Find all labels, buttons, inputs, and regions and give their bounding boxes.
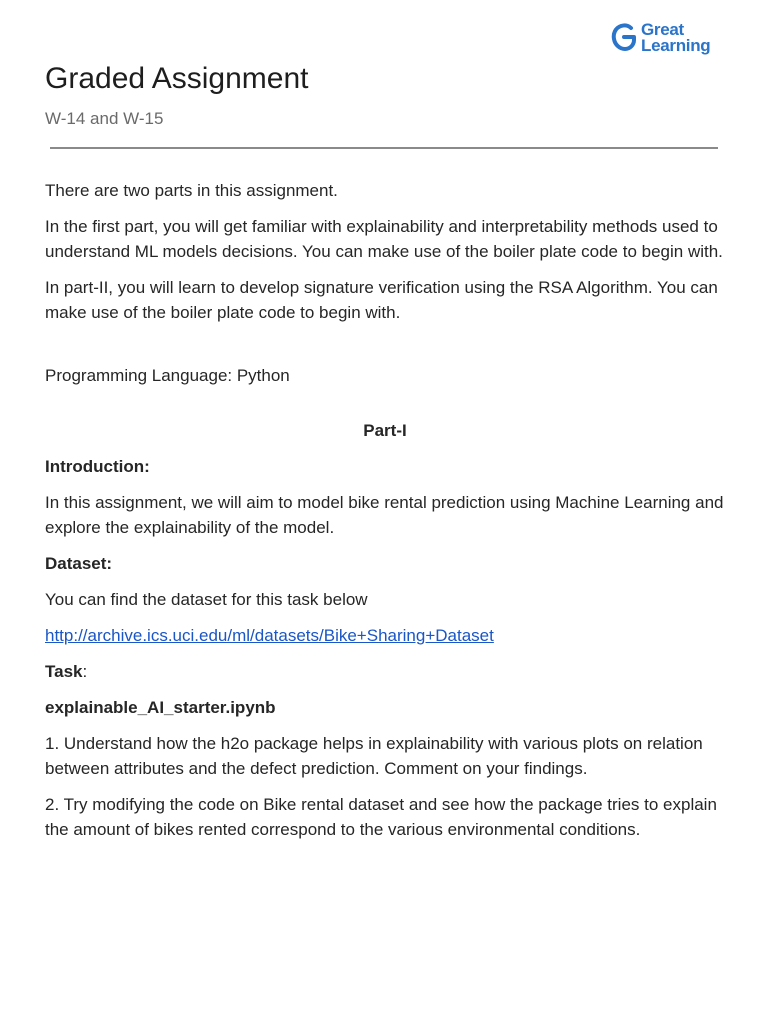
dataset-link-line bbox=[45, 623, 725, 648]
task-step-1: 1. Understand how the h2o package helps in explainability with various plots on relation between attributes and the defect prediction. Comment on your findings. bbox=[45, 734, 703, 778]
dataset-link[interactable]: http://archive.ics.uci.edu/ml/datasets/Bike+Sharing+Dataset bbox=[45, 626, 494, 645]
introduction-text: In this assignment, we will aim to model bike rental prediction using Machine Learning and explore the explainability of the model. bbox=[45, 493, 724, 537]
brand-logo bbox=[611, 20, 723, 56]
task-colon: : bbox=[82, 662, 88, 681]
paragraph-part-one-summary: In the first part, you will get familiar with explainability and interpretability methods used to understand ML models decisions. You can make use of the boiler plate code to begin with. bbox=[45, 217, 723, 261]
brand-line-2: Learning bbox=[641, 36, 711, 55]
dataset-text: You can find the dataset for this task below bbox=[45, 590, 368, 609]
task-heading: Task bbox=[45, 662, 83, 681]
page-subtitle: W-14 and W-15 bbox=[45, 109, 164, 128]
brand-wordmark bbox=[641, 22, 710, 54]
notebook-name: explainable_AI_starter.ipynb bbox=[45, 698, 276, 717]
task-step-2: 2. Try modifying the code on Bike rental dataset and see how the package tries to explain the amount of bikes rented correspond to the various environmental conditions. bbox=[45, 795, 717, 839]
document-body bbox=[45, 178, 725, 853]
paragraph-overview: There are two parts in this assignment. bbox=[45, 181, 338, 200]
brand-line-1: Great bbox=[641, 20, 684, 39]
task-heading-line bbox=[45, 659, 725, 684]
paragraph-part-two-summary: In part-II, you will learn to develop signature verification using the RSA Algorithm. You can make use of the boiler plate code to begin with. bbox=[45, 278, 718, 322]
part-one-heading: Part-I bbox=[363, 421, 407, 440]
programming-language: Programming Language: Python bbox=[45, 366, 290, 385]
header-divider bbox=[50, 147, 718, 149]
page-title: Graded Assignment bbox=[45, 62, 309, 95]
introduction-heading: Introduction: bbox=[45, 457, 150, 476]
great-learning-logo-icon bbox=[611, 22, 637, 54]
dataset-heading: Dataset: bbox=[45, 554, 113, 573]
